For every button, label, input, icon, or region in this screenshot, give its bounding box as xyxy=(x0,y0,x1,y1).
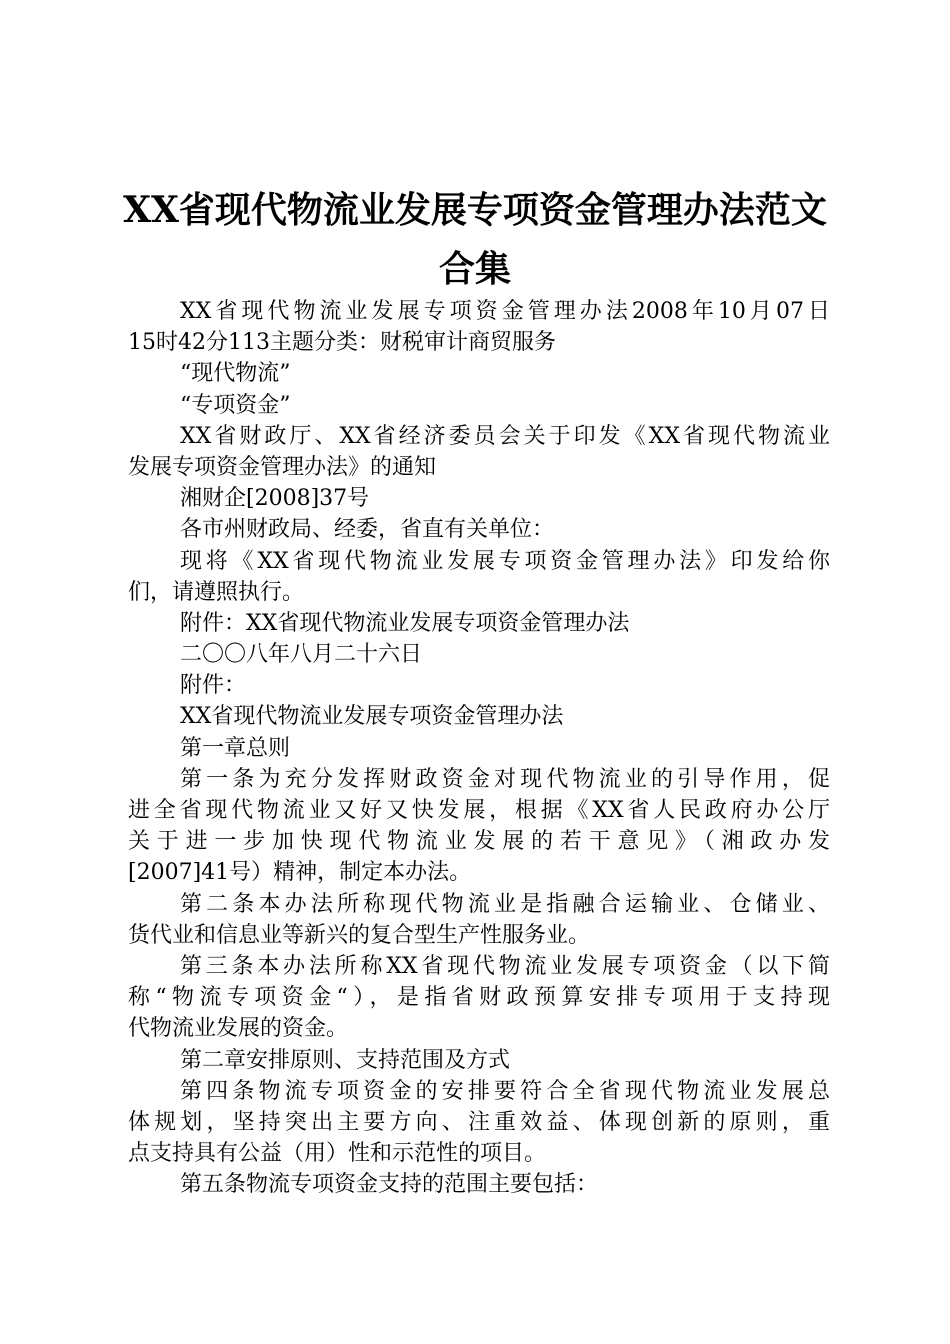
body-line: 货代业和信息业等新兴的复合型生产性服务业。 xyxy=(128,922,591,948)
body-line: 第一条为充分发挥财政资金对现代物流业的引导作用，促 xyxy=(180,766,830,792)
body-line: 湘财企[2008]37号 xyxy=(180,486,370,512)
body-line: 各市州财政局、经委，省直有关单位： xyxy=(180,517,555,543)
body-line: 点支持具有公益（用）性和示范性的项目。 xyxy=(128,1141,547,1167)
body-line: XX省现代物流业发展专项资金管理办法 xyxy=(180,704,564,730)
body-line: 二〇〇八年八月二十六日 xyxy=(180,642,423,668)
body-line: 现将《XX省现代物流业发展专项资金管理办法》印发给你 xyxy=(180,548,830,574)
body-line: 们，请遵照执行。 xyxy=(128,579,305,605)
document-title-line-2: 合集 xyxy=(438,248,511,290)
body-line: XX省财政厅、XX省经济委员会关于印发《XX省现代物流业 xyxy=(180,423,830,449)
body-line: 第五条物流专项资金支持的范围主要包括： xyxy=(180,1172,599,1198)
body-line: 第一章总则 xyxy=(180,735,291,761)
document-body xyxy=(128,296,830,1200)
body-line: 第四条物流专项资金的安排要符合全省现代物流业发展总 xyxy=(180,1078,830,1104)
body-line: 附件：XX省现代物流业发展专项资金管理办法 xyxy=(180,610,630,636)
body-line: 称“物流专项资金“），是指省财政预算安排专项用于支持现 xyxy=(128,985,830,1011)
body-line: [2007]41号）精神，制定本办法。 xyxy=(128,860,472,886)
body-line: 附件： xyxy=(180,673,247,699)
body-line: 15时42分113主题分类：财税审计商贸服务 xyxy=(128,330,556,356)
body-line: XX省现代物流业发展专项资金管理办法2008年10月07日 xyxy=(180,299,830,324)
body-line: 第二条本办法所称现代物流业是指融合运输业、仓储业、 xyxy=(180,891,830,917)
body-line: 体规划，坚持突出主要方向、注重效益、体现创新的原则，重 xyxy=(128,1109,830,1135)
body-line: 代物流业发展的资金。 xyxy=(128,1016,349,1042)
body-line: 第二章安排原则、支持范围及方式 xyxy=(180,1047,511,1073)
body-line: 第三条本办法所称XX省现代物流业发展专项资金（以下简 xyxy=(180,953,830,979)
body-line: 发展专项资金管理办法》的通知 xyxy=(128,454,437,480)
body-line: “现代物流” xyxy=(180,361,291,387)
document-title-line-1: XX省现代物流业发展专项资金管理办法范文 xyxy=(123,189,827,231)
body-line: “专项资金” xyxy=(180,392,291,418)
body-line: 关于进一步加快现代物流业发展的若干意见》（湘政办发 xyxy=(128,829,830,855)
body-line: 进全省现代物流业又好又快发展，根据《XX省人民政府办公厅 xyxy=(128,798,830,823)
